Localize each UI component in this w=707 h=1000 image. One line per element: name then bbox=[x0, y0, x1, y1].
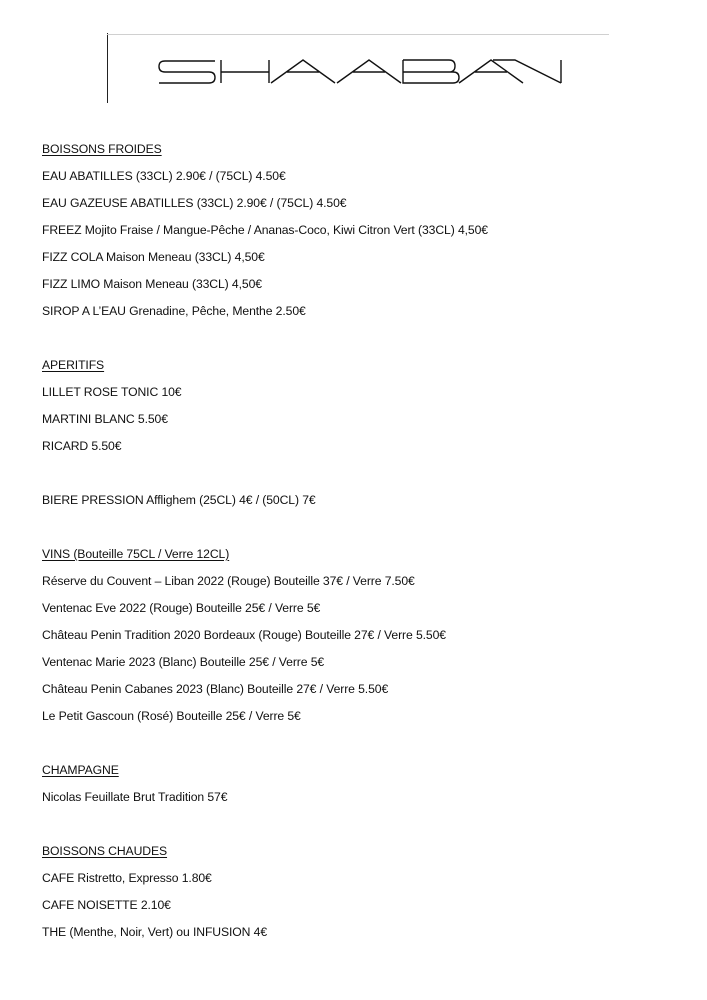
menu-item: Château Penin Cabanes 2023 (Blanc) Bouteille 27€ / Verre 5.50€ bbox=[42, 682, 389, 696]
menu-item: Nicolas Feuillate Brut Tradition 57€ bbox=[42, 790, 228, 804]
spacer bbox=[42, 734, 682, 761]
section-heading-vins: VINS (Bouteille 75CL / Verre 12CL) bbox=[42, 547, 230, 561]
menu-item: Ventenac Eve 2022 (Rouge) Bouteille 25€ / Verre 5€ bbox=[42, 601, 321, 615]
section-heading-boissons-froides: BOISSONS FROIDES bbox=[42, 142, 162, 156]
menu-item: Château Penin Tradition 2020 Bordeaux (Rouge) Bouteille 27€ / Verre 5.50€ bbox=[42, 628, 446, 642]
spacer bbox=[42, 518, 682, 545]
menu-item: EAU GAZEUSE ABATILLES (33CL) 2.90€ / (75CL) 4.50€ bbox=[42, 196, 347, 210]
section-heading-boissons-chaudes: BOISSONS CHAUDES bbox=[42, 844, 168, 858]
menu-item: CAFE Ristretto, Expresso 1.80€ bbox=[42, 871, 212, 885]
menu-item: RICARD 5.50€ bbox=[42, 439, 122, 453]
section-heading-aperitifs: APERITIFS bbox=[42, 358, 105, 372]
logo-horizontal-rule bbox=[107, 34, 609, 35]
spacer bbox=[42, 815, 682, 842]
logo-vertical-rule bbox=[107, 33, 108, 103]
section-heading-champagne: CHAMPAGNE bbox=[42, 763, 119, 777]
menu-item: EAU ABATILLES (33CL) 2.90€ / (75CL) 4.50€ bbox=[42, 169, 286, 183]
menu-item: Réserve du Couvent – Liban 2022 (Rouge) Bouteille 37€ / Verre 7.50€ bbox=[42, 574, 415, 588]
menu-item: FIZZ LIMO Maison Meneau (33CL) 4,50€ bbox=[42, 277, 262, 291]
menu-item: CAFE NOISETTE 2.10€ bbox=[42, 898, 171, 912]
logo-header bbox=[107, 33, 609, 104]
menu-item: MARTINI BLANC 5.50€ bbox=[42, 412, 168, 426]
menu-item: LILLET ROSE TONIC 10€ bbox=[42, 385, 182, 399]
menu-item: Le Petit Gascoun (Rosé) Bouteille 25€ / Verre 5€ bbox=[42, 709, 301, 723]
menu-item: THE (Menthe, Noir, Vert) ou INFUSION 4€ bbox=[42, 925, 268, 939]
menu-item-biere: BIERE PRESSION Afflighem (25CL) 4€ / (50CL) 7€ bbox=[42, 493, 316, 507]
drinks-menu bbox=[42, 140, 682, 950]
menu-item: FIZZ COLA Maison Meneau (33CL) 4,50€ bbox=[42, 250, 265, 264]
menu-item: SIROP A L’EAU Grenadine, Pêche, Menthe 2.50€ bbox=[42, 304, 306, 318]
menu-item: FREEZ Mojito Fraise / Mangue-Pêche / Ananas-Coco, Kiwi Citron Vert (33CL) 4,50€ bbox=[42, 223, 488, 237]
spacer bbox=[42, 464, 682, 491]
menu-item: Ventenac Marie 2023 (Blanc) Bouteille 25€ / Verre 5€ bbox=[42, 655, 325, 669]
shaaban-logo bbox=[157, 57, 567, 85]
spacer bbox=[42, 329, 682, 356]
